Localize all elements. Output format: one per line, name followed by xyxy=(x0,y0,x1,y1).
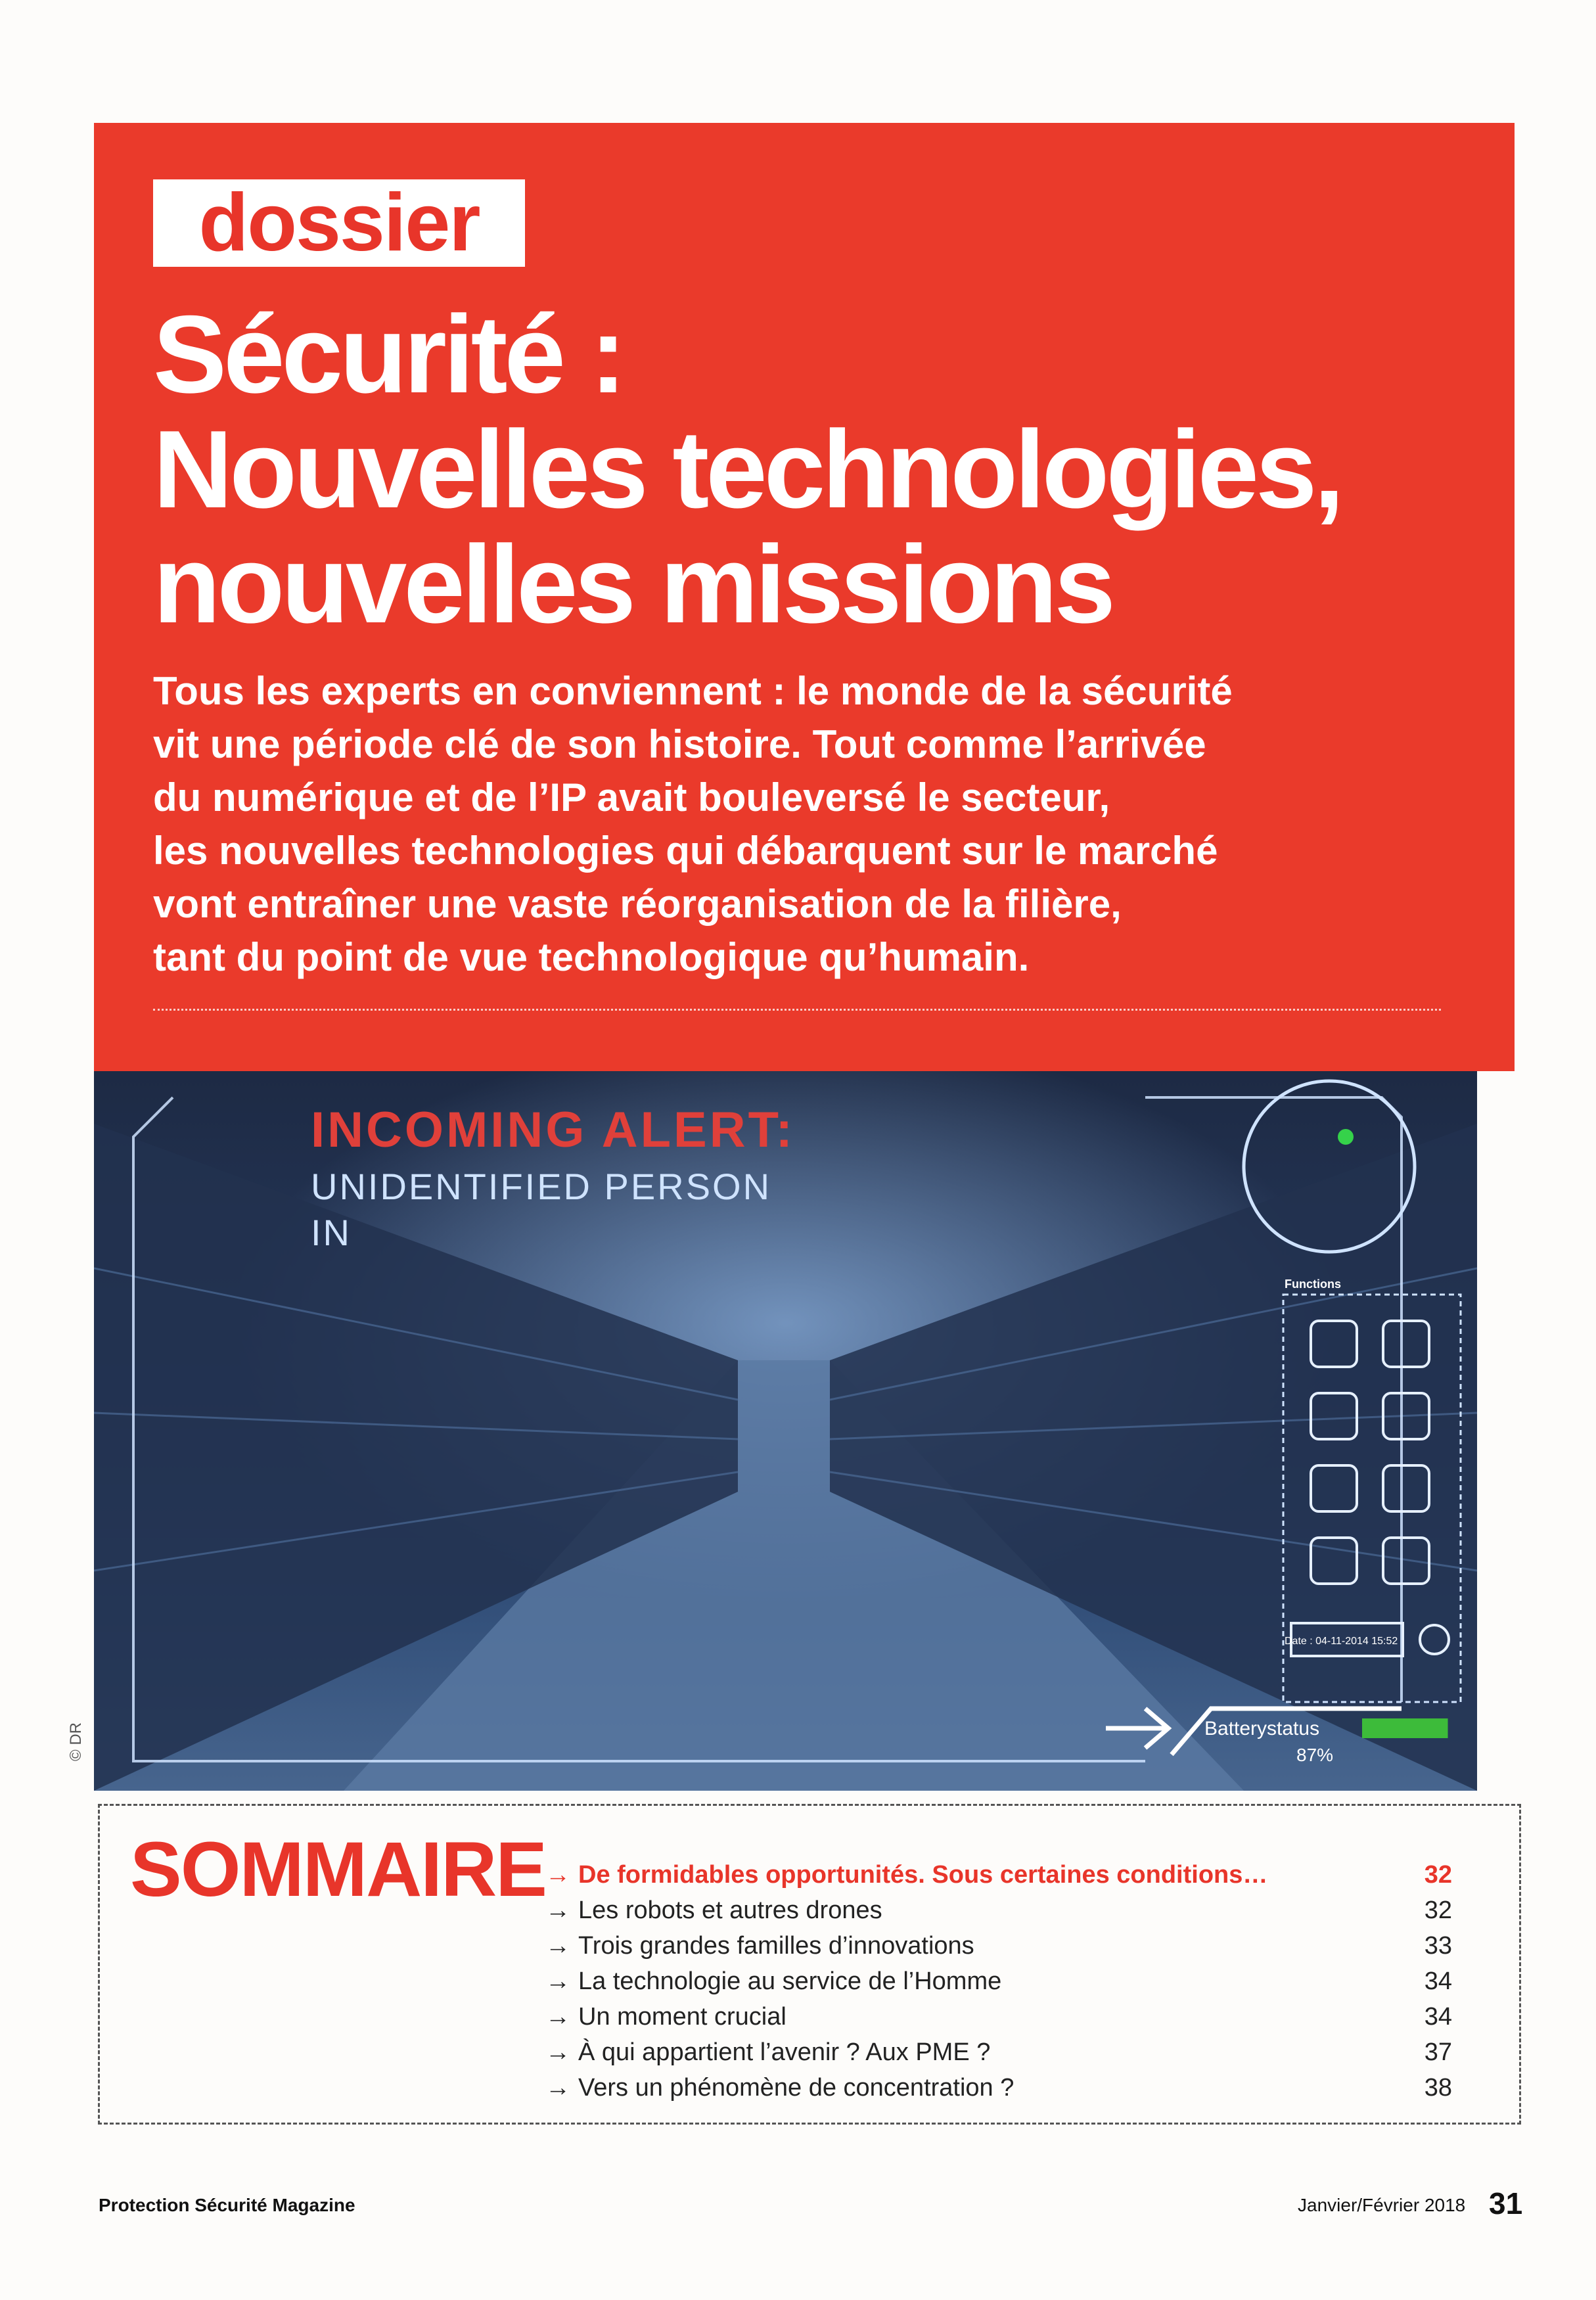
toc-item[interactable] xyxy=(545,1999,1452,2035)
toc-page: 32 xyxy=(1424,1861,1452,1889)
battery-value: 87% xyxy=(1296,1745,1334,1765)
toc-label: Trois grandes familles d’innovations xyxy=(578,1932,974,1960)
title-line: nouvelles missions xyxy=(153,522,1112,646)
arrow-right-icon: → xyxy=(545,1932,570,1960)
page-number: 31 xyxy=(1489,2186,1523,2220)
intro-line: tant du point de vue technologique qu’humain. xyxy=(153,935,1030,979)
toc-label: Un moment crucial xyxy=(578,2003,787,2031)
battery-bar xyxy=(1362,1718,1448,1738)
page-title xyxy=(153,292,1480,646)
issue-date: Janvier/Février 2018 xyxy=(1298,2195,1466,2215)
toc-item[interactable] xyxy=(545,1928,1452,1964)
title-line: Nouvelles technologies, xyxy=(153,407,1342,531)
arrow-right-icon: → xyxy=(545,2038,570,2066)
arrow-right-icon: → xyxy=(545,1861,570,1889)
intro-line: vont entraîner une vaste réorganisation de la filière, xyxy=(153,882,1122,926)
dossier-tag-label: dossier xyxy=(198,177,480,268)
dossier-tag xyxy=(153,179,525,267)
arrow-right-icon: → xyxy=(545,1897,570,1924)
photo-credit: © DR xyxy=(67,1722,85,1761)
toc-page: 32 xyxy=(1424,1897,1452,1924)
divider xyxy=(153,1009,1441,1011)
arrow-right-icon: → xyxy=(545,1967,570,1995)
toc-item[interactable] xyxy=(545,1857,1452,1893)
toc-page: 38 xyxy=(1424,2074,1452,2102)
toc-item[interactable] xyxy=(545,2070,1452,2105)
toc-page: 34 xyxy=(1424,1967,1452,1995)
arrow-right-icon: → xyxy=(545,2003,570,2031)
magazine-name: Protection Sécurité Magazine xyxy=(99,2195,355,2215)
toc-label: De formidables opportunités. Sous certaines conditions… xyxy=(578,1861,1268,1889)
sommaire-title: SOMMAIRE xyxy=(130,1826,546,1913)
alert-line: UNIDENTIFIED PERSON xyxy=(311,1166,772,1207)
arrow-right-icon: → xyxy=(545,2074,570,2102)
toc-page: 33 xyxy=(1424,1932,1452,1960)
toc-label: À qui appartient l’avenir ? Aux PME ? xyxy=(578,2038,991,2066)
intro-line: les nouvelles technologies qui débarquent sur le marché xyxy=(153,829,1218,873)
toc-label: Vers un phénomène de concentration ? xyxy=(578,2074,1015,2102)
alert-line: IN xyxy=(311,1212,352,1253)
intro-line: vit une période clé de son histoire. Tout comme l’arrivée xyxy=(153,722,1206,766)
warehouse-photo xyxy=(94,1071,1477,1791)
toc-label: Les robots et autres drones xyxy=(578,1897,882,1924)
intro-paragraph xyxy=(153,664,1441,984)
intro-line: Tous les experts en conviennent : le monde de la sécurité xyxy=(153,669,1233,713)
toc-page: 34 xyxy=(1424,2003,1452,2031)
hud-illustration xyxy=(94,1071,1477,1791)
battery-label: Batterystatus xyxy=(1204,1718,1320,1739)
toc-page: 37 xyxy=(1424,2038,1452,2066)
toc-item[interactable] xyxy=(545,2035,1452,2070)
title-line: Sécurité : xyxy=(153,292,624,416)
date-label: Date : 04-11-2014 15:52 xyxy=(1285,1636,1398,1647)
alert-title: INCOMING ALERT: xyxy=(311,1102,795,1158)
intro-line: du numérique et de l’IP avait bouleversé le secteur, xyxy=(153,775,1110,819)
toc-label: La technologie au service de l’Homme xyxy=(578,1967,1002,1995)
toc-item[interactable] xyxy=(545,1893,1452,1928)
radar-target-dot xyxy=(1338,1129,1354,1145)
toc-item[interactable] xyxy=(545,1964,1452,1999)
battery-fill xyxy=(1362,1718,1448,1738)
functions-label: Functions xyxy=(1285,1277,1341,1291)
